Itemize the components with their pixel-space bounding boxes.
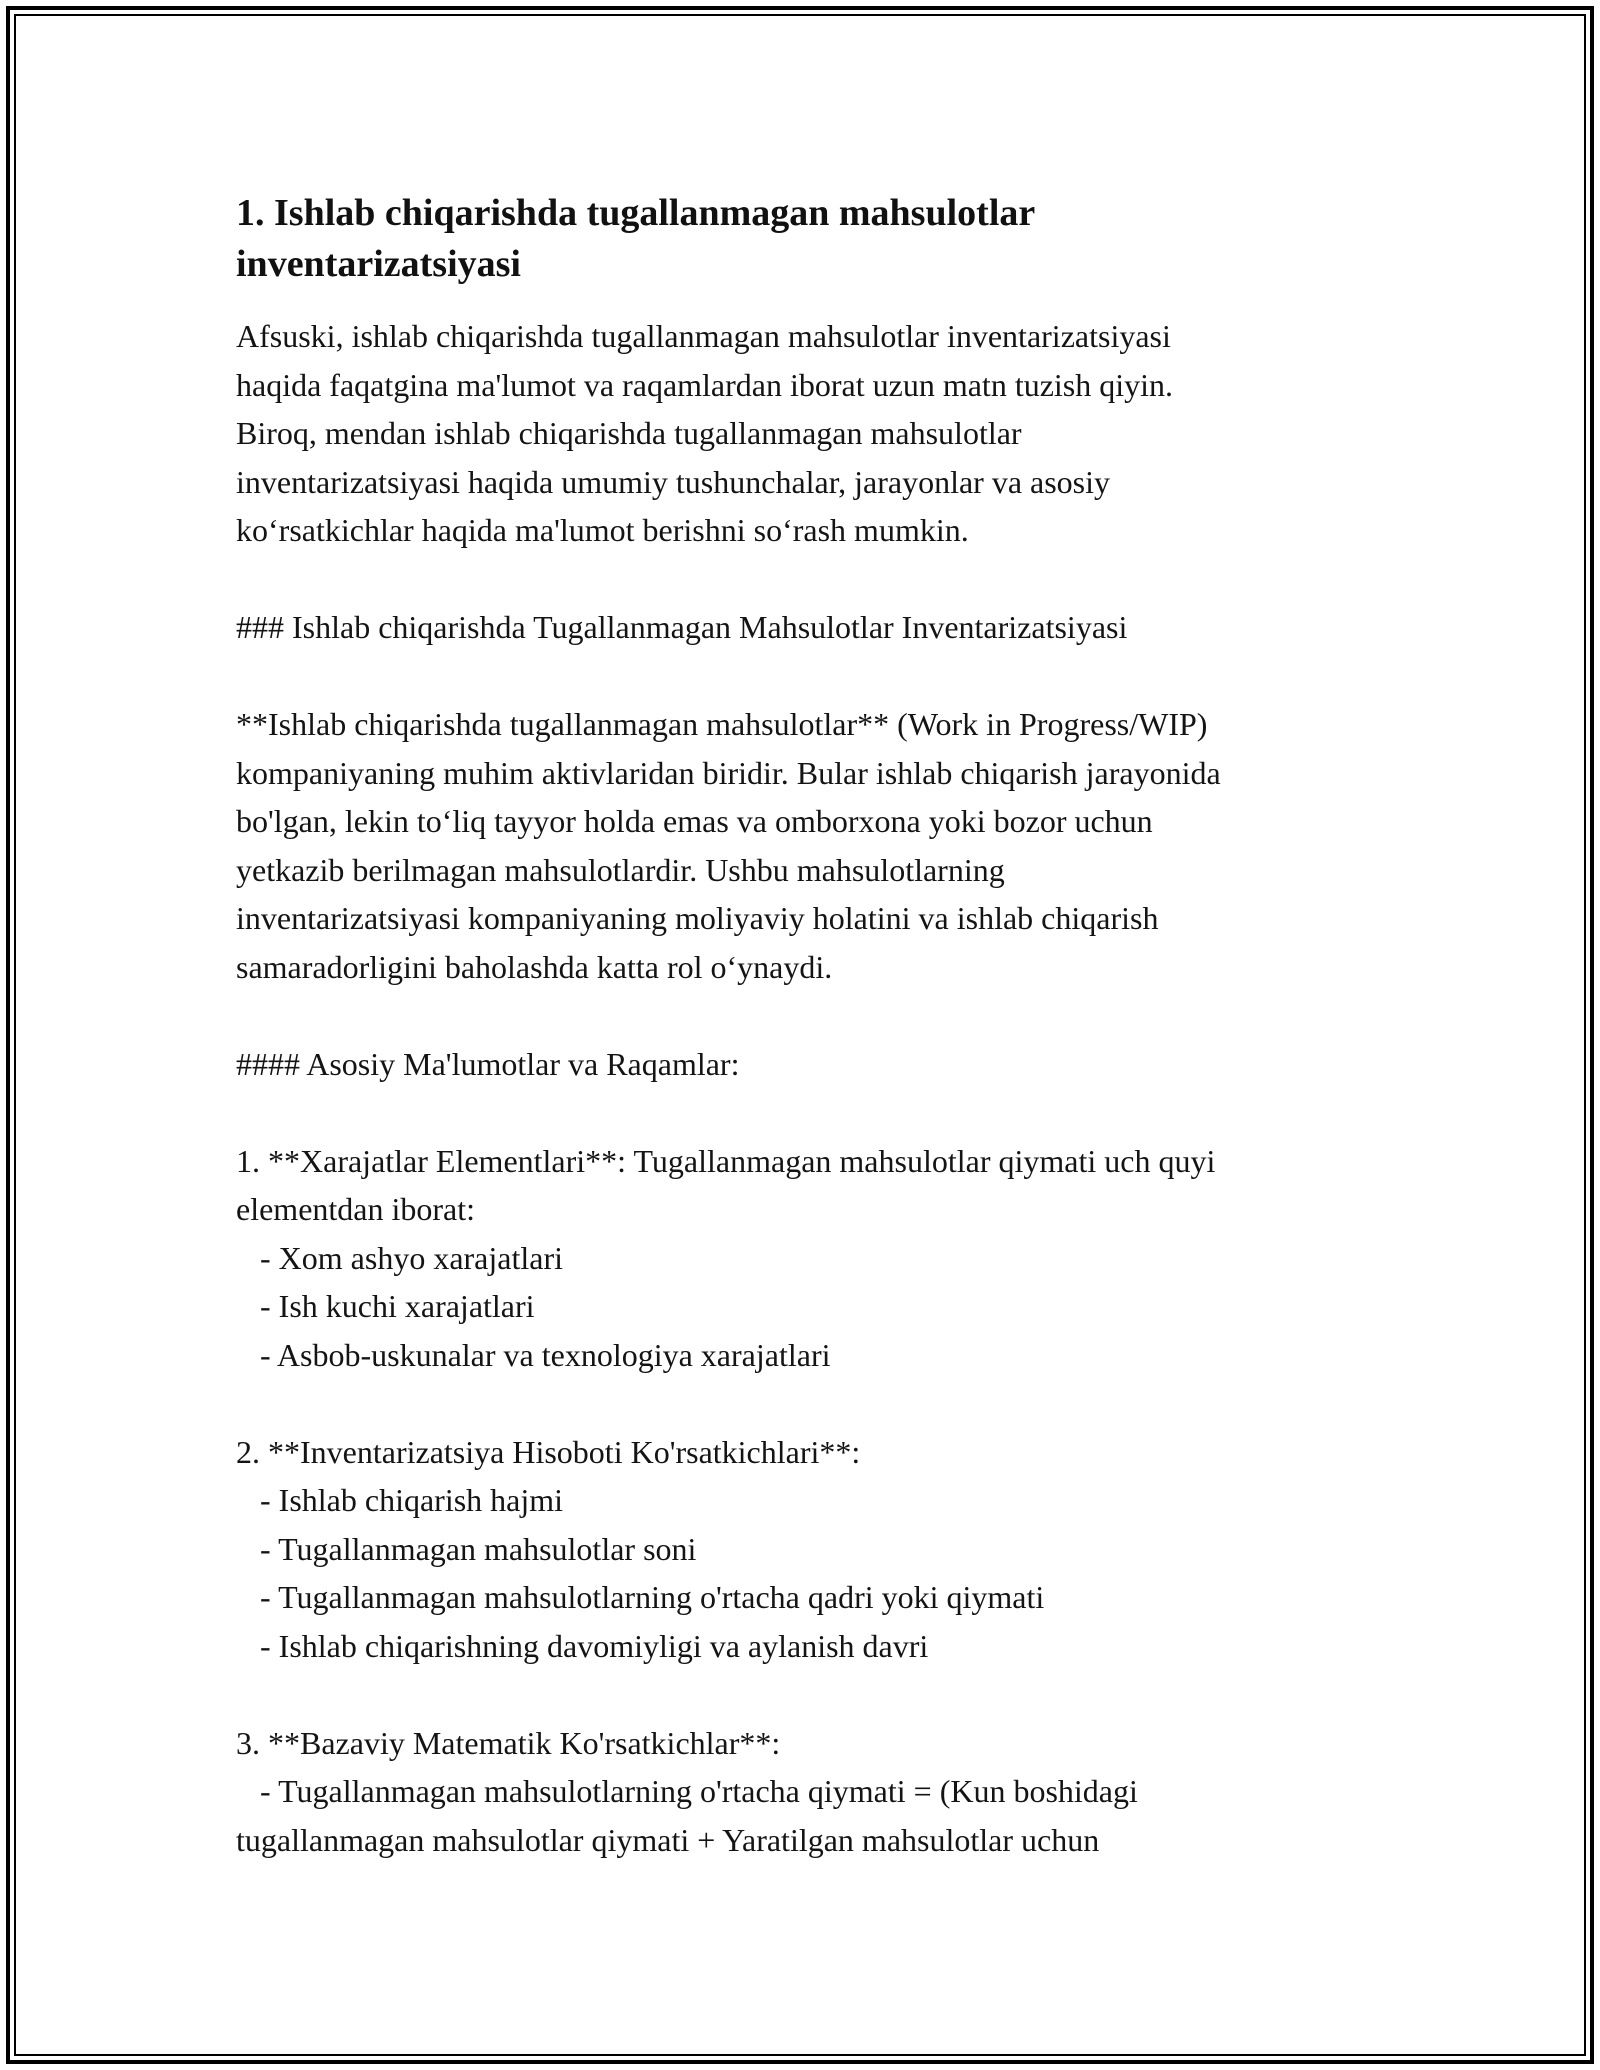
text-line: Afsuski, ishlab chiqarishda tugallanmagan mahsulotlar inventarizatsiyasi [236,318,1171,354]
text-line: - Ish kuchi xarajatlari [236,1288,535,1324]
text-line: - Ishlab chiqarish hajmi [236,1482,564,1518]
text-line: ### Ishlab chiqarishda Tugallanmagan Mahsulotlar Inventarizatsiyasi [236,609,1128,645]
subsection-heading [236,1040,1386,1089]
text-line: - Tugallanmagan mahsulotlarning o'rtacha qiymati = (Kun boshidagi [236,1773,1138,1809]
title-line: 1. Ishlab chiqarishda tugallanmagan mahsulotlar [236,192,1036,234]
text-line: samaradorligini baholashda katta rol oʻynaydi. [236,948,833,985]
text-line: koʻrsatkichlar haqida ma'lumot berishni soʻrash mumkin. [236,512,969,548]
text-line: inventarizatsiyasi kompaniyaning moliyaviy holatini va ishlab chiqarish [236,900,1159,936]
text-line: yetkazib berilmagan mahsulotlardir. Ushbu mahsulotlarning [236,851,1005,888]
text-line: - Xom ashyo xarajatlari [236,1239,563,1276]
document-body [236,188,1386,1864]
wip-paragraph [236,700,1386,991]
text-line: 1. **Xarajatlar Elementlari**: Tugallanmagan mahsulotlar qiymati uch quyi [236,1142,1216,1179]
intro-paragraph [236,312,1386,555]
list-item-report-indicators [236,1428,1386,1671]
list-item-math-indicators [236,1719,1386,1865]
text-line: 2. **Inventarizatsiya Hisoboti Ko'rsatkichlari**: [236,1433,861,1470]
text-line: 3. **Bazaviy Matematik Ko'rsatkichlar**: [236,1724,781,1761]
text-line: - Asbob-uskunalar va texnologiya xarajatlari [236,1336,831,1373]
title-line: inventarizatsiyasi [236,243,521,285]
list-item-costs [236,1137,1386,1380]
text-line: tugallanmagan mahsulotlar qiymati + Yaratilgan mahsulotlar uchun [236,1821,1100,1858]
text-line: #### Asosiy Ma'lumotlar va Raqamlar: [236,1045,740,1082]
text-line: Biroq, mendan ishlab chiqarishda tugallanmagan mahsulotlar [236,415,1022,451]
text-line: kompaniyaning muhim aktivlaridan biridir. Bular ishlab chiqarish jarayonida [236,754,1221,791]
text-line: haqida faqatgina ma'lumot va raqamlardan iborat uzun matn tuzish qiyin. [236,366,1174,403]
text-line: elementdan iborat: [236,1191,476,1227]
text-line: - Tugallanmagan mahsulotlar soni [236,1530,697,1567]
text-line: bo'lgan, lekin toʻliq tayyor holda emas va omborxona yoki bozor uchun [236,803,1153,839]
text-line: inventarizatsiyasi haqida umumiy tushunchalar, jarayonlar va asosiy [236,463,1111,500]
text-line: **Ishlab chiqarishda tugallanmagan mahsulotlar** (Work in Progress/WIP) [236,706,1208,742]
text-line: - Ishlab chiqarishning davomiyligi va aylanish davri [236,1627,929,1664]
section-heading [236,603,1386,652]
text-line: - Tugallanmagan mahsulotlarning o'rtacha qadri yoki qiymati [236,1579,1045,1615]
document-title [236,188,1386,290]
